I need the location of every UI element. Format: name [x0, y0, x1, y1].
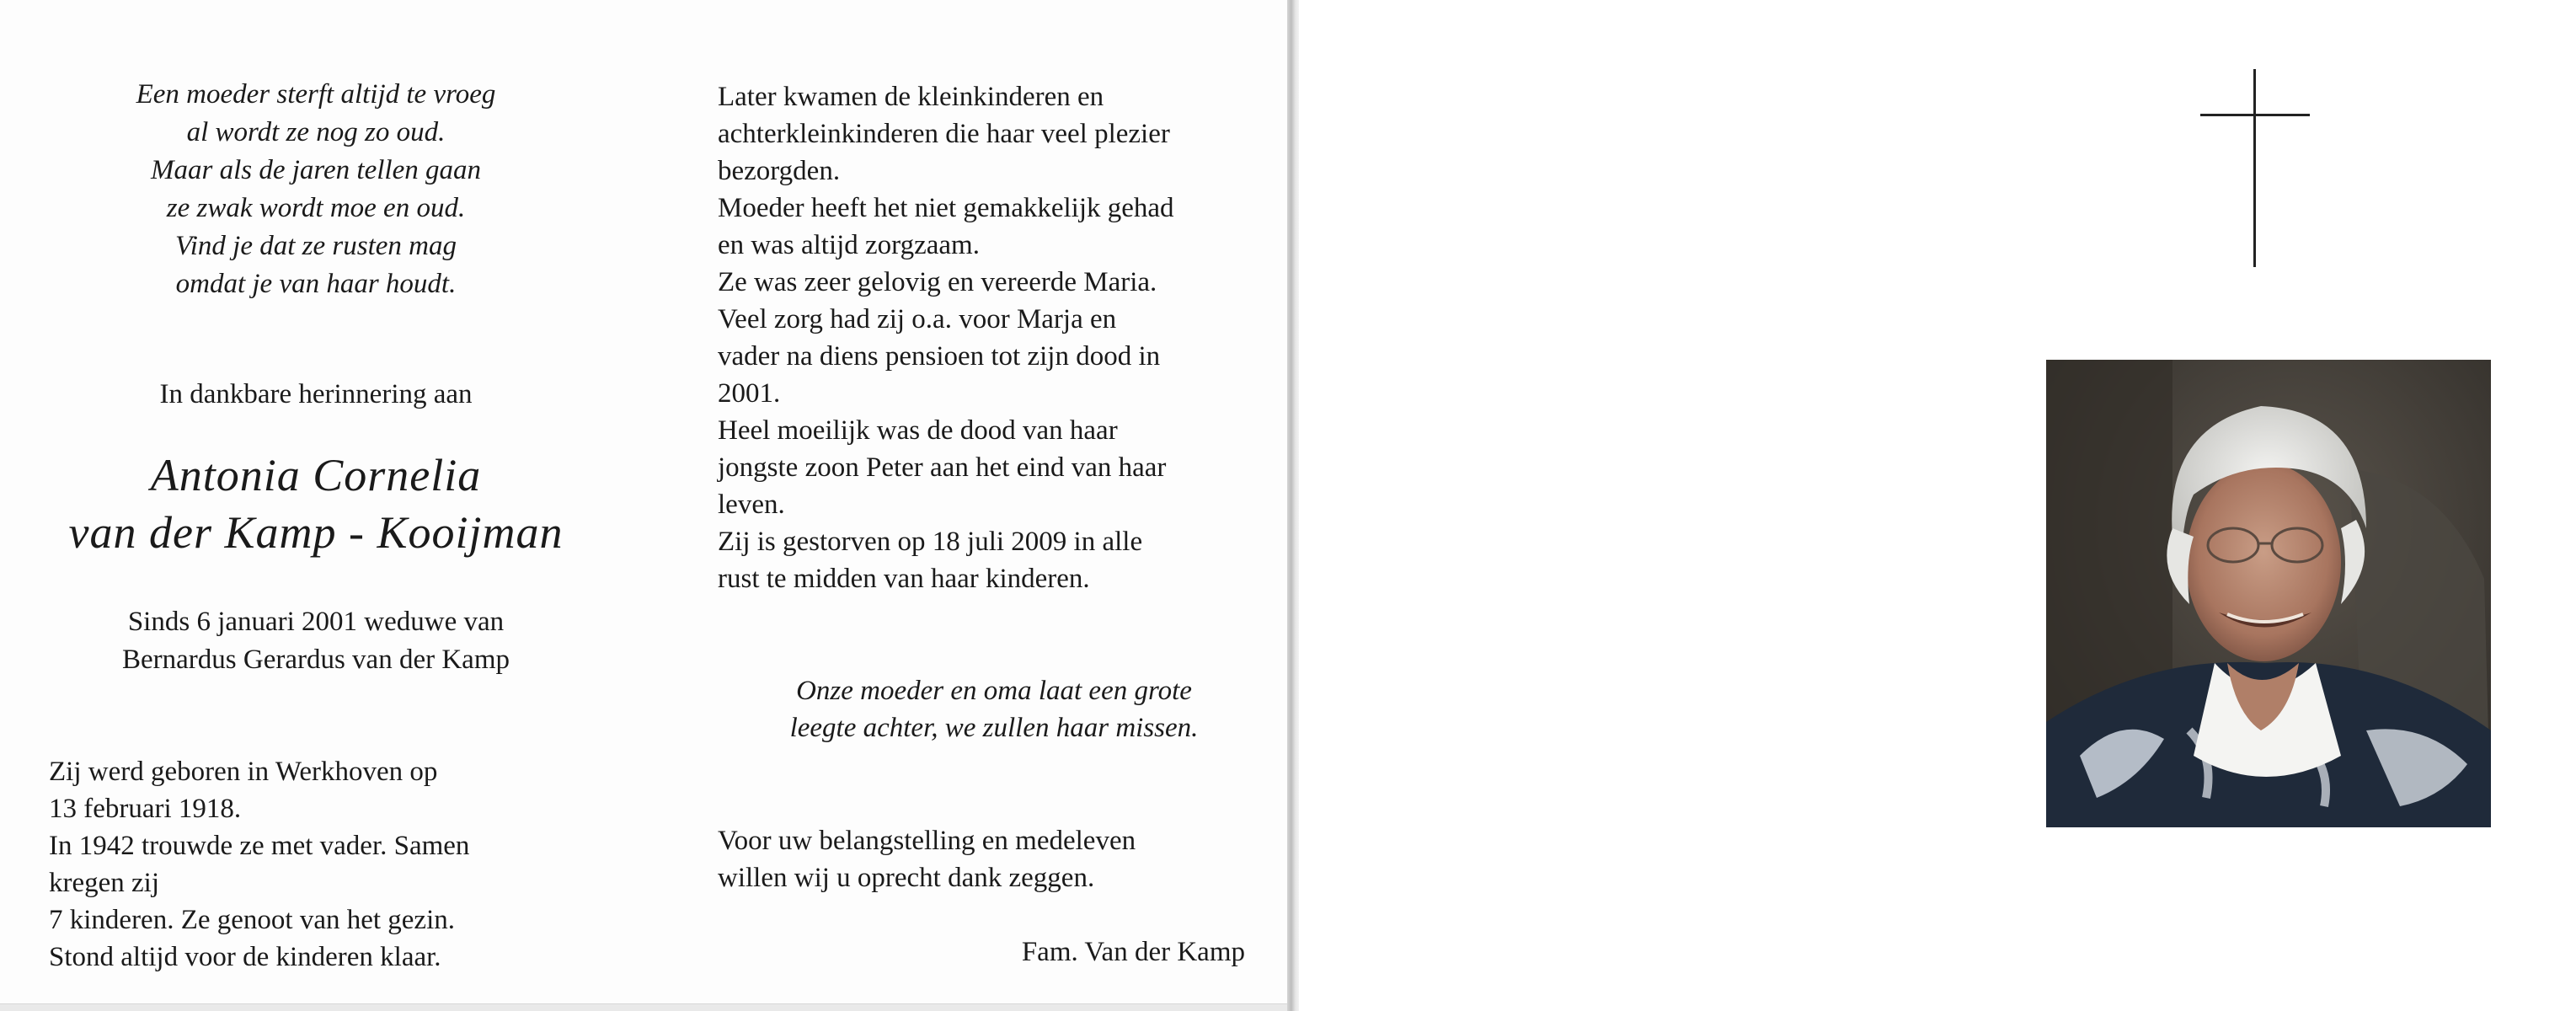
widow-line: Bernardus Gerardus van der Kamp	[121, 645, 510, 675]
thanks-note	[718, 822, 1274, 896]
story-line: en was altijd zorgzaam.	[718, 230, 980, 260]
portrait-illustration	[2046, 360, 2491, 827]
biography-line: Stond altijd voor de kinderen klaar.	[49, 942, 441, 972]
farewell-quote	[708, 672, 1280, 746]
poem-line: Maar als de jaren tellen gaan	[151, 155, 481, 185]
story-line: Ze was zeer gelovig en vereerde Maria.	[718, 267, 1157, 297]
story-line: leven.	[718, 489, 785, 520]
card-inner-left	[0, 0, 1289, 1004]
biography-intro	[49, 753, 588, 976]
biography-line: kregen zij	[49, 868, 160, 898]
card-front-right	[1299, 0, 2576, 1011]
deceased-name	[34, 447, 598, 561]
story-line: bezorgden.	[718, 156, 841, 186]
biography-line: Zij werd geboren in Werkhoven op	[49, 757, 438, 787]
story-line: achterkleinkinderen die haar veel plezier	[718, 119, 1170, 149]
story-line: Later kwamen de kleinkinderen en	[718, 82, 1104, 112]
family-signature: Fam. Van der Kamp	[1021, 937, 1245, 967]
story-line: Heel moeilijk was de dood van haar	[718, 415, 1118, 446]
name-line-first: Antonia Cornelia	[150, 450, 482, 500]
thanks-line: Voor uw belangstelling en medeleven	[718, 826, 1136, 856]
story-line: Zij is gestorven op 18 juli 2009 in alle	[718, 527, 1143, 557]
name-line-last: van der Kamp - Kooijman	[68, 507, 564, 558]
card-fold	[1287, 0, 1299, 1011]
portrait-photo	[2046, 360, 2491, 827]
story-line: jongste zoon Peter aan het eind van haar	[718, 452, 1167, 483]
biography-line: 7 kinderen. Ze genoot van het gezin.	[49, 905, 455, 935]
remembrance-lead: In dankbare herinnering aan	[159, 379, 473, 409]
story-line: Veel zorg had zij o.a. voor Marja en	[718, 304, 1117, 334]
cross-icon	[2200, 69, 2310, 271]
biography-line: In 1942 trouwde ze met vader. Samen	[49, 831, 470, 861]
poem	[51, 76, 581, 303]
biography-line: 13 februari 1918.	[49, 794, 242, 824]
cross-vertical-bar	[2253, 69, 2256, 267]
thanks-line: willen wij u oprecht dank zeggen.	[718, 863, 1095, 893]
farewell-line: Onze moeder en oma laat een grote	[796, 676, 1192, 706]
widow-line: Sinds 6 januari 2001 weduwe van	[127, 607, 505, 637]
story-line: 2001.	[718, 378, 781, 409]
widow-note	[51, 603, 581, 679]
story-line: Moeder heeft het niet gemakkelijk gehad	[718, 193, 1174, 223]
poem-line: Vind je dat ze rusten mag	[175, 231, 457, 261]
biography-continued	[718, 78, 1274, 597]
cross-horizontal-bar	[2200, 114, 2310, 116]
poem-line: ze zwak wordt moe en oud.	[166, 193, 466, 223]
poem-line: Een moeder sterft altijd te vroeg	[136, 79, 496, 110]
poem-line: omdat je van haar houdt.	[175, 269, 457, 299]
farewell-line: leegte achter, we zullen haar missen.	[789, 713, 1199, 743]
poem-line: al wordt ze nog zo oud.	[186, 117, 446, 147]
story-line: rust te midden van haar kinderen.	[718, 564, 1090, 594]
story-line: vader na diens pensioen tot zijn dood in	[718, 341, 1161, 372]
